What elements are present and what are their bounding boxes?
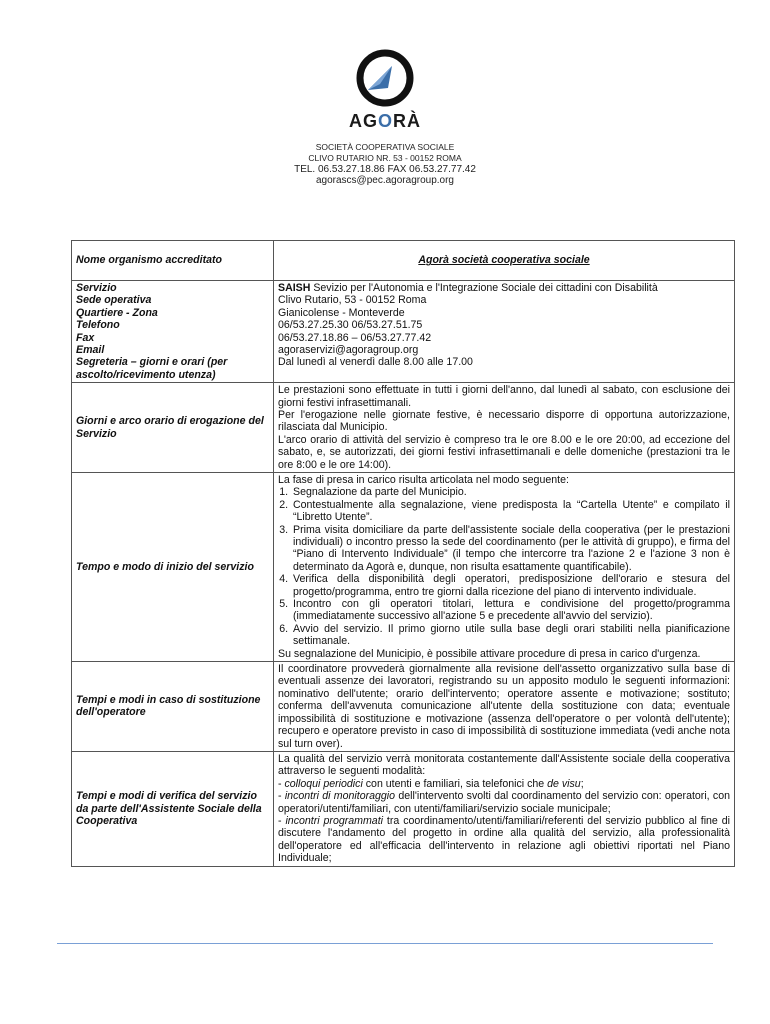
list-item: 1. Segnalazione da parte del Municipio. bbox=[291, 486, 730, 498]
accreditation-table bbox=[71, 240, 735, 867]
table-row bbox=[72, 383, 735, 473]
segreteria-value: Dal lunedì al venerdì dalle 8.00 alle 17.00 bbox=[278, 356, 473, 369]
table-row bbox=[72, 472, 735, 661]
service-name: SAISH bbox=[278, 282, 311, 294]
table-row bbox=[72, 751, 735, 866]
brand-name: AGORÀ bbox=[348, 111, 421, 131]
org-value: Agorà società cooperativa sociale bbox=[274, 241, 735, 281]
list-item: 4. Verifica della disponibilità degli operatori, predisposizione dell'orario e stesura del progetto/programma, entro tre giorni dalla ricezione del piano di intervento individuale. bbox=[291, 573, 730, 598]
fax-value: 06/53.27.18.86 – 06/53.27.77.42 bbox=[278, 331, 432, 344]
list-item: 5. Incontro con gli operatori titolari, lettura e condivisione del progetto/programma (immediatamente successivo all'azione 5 e precedente all'avvio del servizio). bbox=[291, 598, 730, 623]
sede-value: Clivo Rutario, 53 - 00152 Roma bbox=[278, 294, 427, 307]
org-type: SOCIETÀ COOPERATIVA SOCIALE bbox=[315, 142, 455, 152]
list-item: 2. Contestualmente alla segnalazione, viene predisposta la “Cartella Utente” e compilato il “Libretto Utente”. bbox=[291, 499, 730, 524]
table-row bbox=[72, 662, 735, 752]
list-item: 6. Avvio del servizio. Il primo giorno utile sulla base degli orari stabiliti nella pianificazione settimanale. bbox=[291, 623, 730, 648]
org-phones: TEL. 06.53.27.18.86 FAX 06.53.27.77.42 bbox=[294, 164, 476, 175]
footer-divider bbox=[57, 943, 713, 944]
verifica-value: La qualità del servizio verrà monitorata costantemente dall'Assistente sociale della cooperativa attraverso le seguenti modalità: - colloqui periodici con utenti e familiari, sia telefonici che de visu; - incontri di monitoraggio dell'intervento svolti dal coordinamento del servizio con: operatori, con operatori/utenti/familiari, con utenti/familiari/servizio sociale municipale; - incontri programmati tra coordinamento/utenti/familiari/referenti del servizio pubblico al fine di discutere l'andamento del progetto in ordine alla qualità del servizio, alla professionalità dell'operatore ed all'efficacia dell'intervento in relazione agli obiettivi riportati nel Piano Individuale; bbox=[274, 751, 735, 866]
quartiere-value: Gianicolense - Monteverde bbox=[278, 306, 405, 319]
list-item: 3. Prima visita domiciliare da parte dell'assistente sociale della cooperativa (per le prestazioni individuali) o incontro presso la sede del coordinamento (per le attività di gruppo), e firma del “Piano di Intervento Individuale” (il tempo che intercorre tra l'azione 2 e l'azione 3 non è determinato da Agorà e, dunque, non risulta esattamente quantificabile). bbox=[291, 524, 730, 574]
tempo-label: Tempo e modo di inizio del servizio bbox=[72, 472, 274, 661]
info-values: SAISH Sevizio per l'Autonomia e l'Integrazione Sociale dei cittadini con Disabilità Clivo Rutario, 53 - 00152 Roma Gianicolense - Monteverde 06/53.27.25.30 06/53.27.51.75 06/53.27.18.86 – 06/53.27.77.42 agoraservizi@agoragroup.org Dal lunedì al venerdì dalle 8.00 alle 17.00 bbox=[274, 281, 735, 383]
giorni-label: Giorni e arco orario di erogazione del Servizio bbox=[72, 383, 274, 473]
tempo-steps bbox=[278, 486, 730, 647]
email-value: agoraservizi@agoragroup.org bbox=[278, 343, 419, 356]
org-header bbox=[0, 142, 770, 186]
org-address: CLIVO RUTARIO NR. 53 - 00152 ROMA bbox=[308, 153, 462, 163]
org-email: agorascs@pec.agoragroup.org bbox=[315, 175, 454, 186]
sostituzione-value: Il coordinatore provvederà giornalmente alla revisione dell'assetto organizzativo sulla base di eventuali assenze dei lavoratori, registrando su un apposito modulo le seguenti informazioni: nominativo dell'utente; orario dell'intervento; operatore assente e motivazione; sostituto; conferma dell'avvenuta comunicazione all'utente della sostituzione con data; eventuale impossibilità di sostituzione e motivazione (assenza dell'operatore o per volontà dell'utente); recupero e operatore previsto in caso di impossibilità di sostituzione immediata (vedi anche nota sul turn over). bbox=[274, 662, 735, 752]
org-label: Nome organismo accreditato bbox=[72, 241, 274, 281]
table-row bbox=[72, 241, 735, 281]
telefono-value: 06/53.27.25.30 06/53.27.51.75 bbox=[278, 319, 423, 332]
info-labels: Servizio Sede operativa Quartiere - Zona Telefono Fax Email Segreteria – giorni e orari (per ascolto/ricevimento utenza) bbox=[72, 281, 274, 383]
giorni-value: Le prestazioni sono effettuate in tutti i giorni dell'anno, dal lunedì al sabato, con esclusione dei giorni festivi infrasettimanali. Per l'erogazione nelle giornate festive, è necessario disporre di opportuna autorizzazione, rilasciata dal Municipio. L'arco orario di attività del servizio è compreso tra le ore 8.00 e le ore 20:00, ad eccezione del sabato, e, se autorizzati, dei giorni festivi infrasettimanali e delle domeniche (prestazioni tra le ore 8:00 e le ore 14:00). bbox=[274, 383, 735, 473]
tempo-value: La fase di presa in carico risulta articolata nel modo seguente: 1. Segnalazione da parte del Municipio. 2. Contestualmente alla segnalazione, viene predisposta la “Cartella Utente” e compilato il “Libretto Utente”. 3. Prima visita domiciliare da parte dell'assistente sociale della cooperativa (per le prestazioni individuali) o incontro presso la sede del coordinamento (per le attività di gruppo), e firma del “Piano di Intervento Individuale” (il tempo che intercorre tra l'azione 2 e l'azione 3 non è determinato da Agorà e, dunque, non risulta esattamente quantificabile). 4. Verifica della disponibilità degli operatori, predisposizione dell'orario e stesura del progetto/programma, entro tre giorni dalla ricezione del piano di intervento individuale. 5. Incontro con gli operatori titolari, lettura e condivisione del progetto/programma (immediatamente successivo all'azione 5 e precedente all'avvio del servizio). 6. Avvio del servizio. Il primo giorno utile sulla base degli orari stabiliti nella pianificazione settimanale. Su segnalazione del Municipio, è possibile attivare procedure di presa in carico d'urgenza. bbox=[274, 472, 735, 661]
table-row bbox=[72, 281, 735, 383]
verifica-label: Tempi e modi di verifica del servizio da parte dell'Assistente Sociale della Cooperativa bbox=[72, 751, 274, 866]
sostituzione-label: Tempi e modi in caso di sostituzione dell'operatore bbox=[72, 662, 274, 752]
